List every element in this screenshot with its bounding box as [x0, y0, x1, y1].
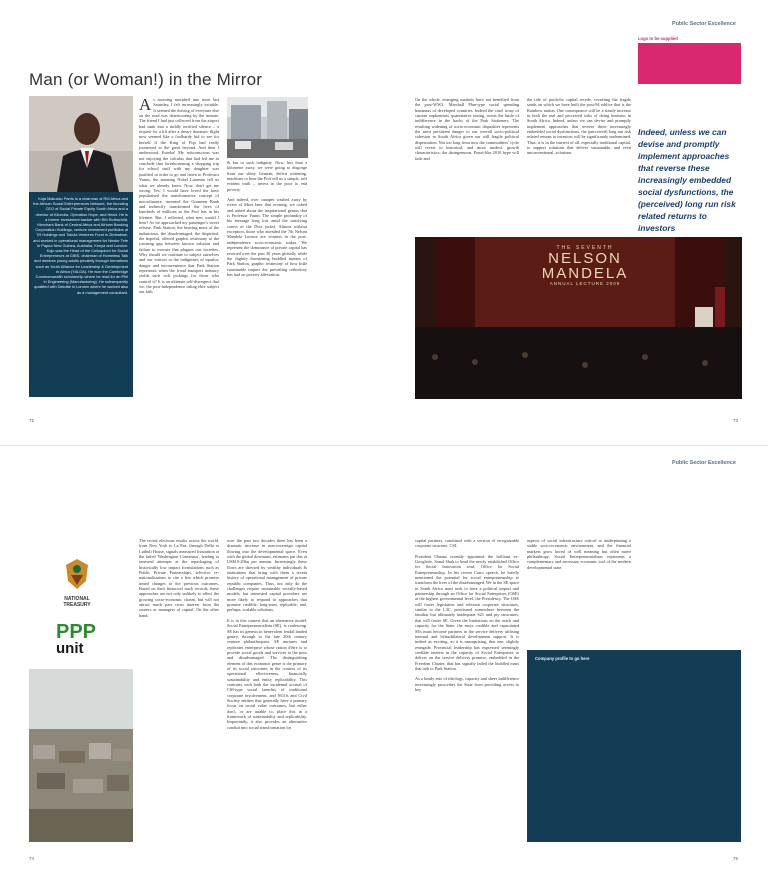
- paragraph: the tide of portfolio capital recede, revealing the fragile sands on which we have built the post-94 edifice that is the Rainbow nation. One consequence will be a steady increase in both the real and perceived risks of doing business in South Africa. Indeed, unless we can devise and promptly implement approaches that reverse these increasingly embedded social dysfunctions, the (perceived) long run risk related returns to investors will be significantly undermined. Thus, it is in the interest of all, especially traditional capital, to support solutions that deliver sustainable, and even unconventional, solutions.: [527, 97, 631, 156]
- pull-quote: Indeed, unless we can devise and promptly implement approaches that reverse these increasingly embedded social dysfunctions, the (perceived) long run risk related returns to investors: [638, 127, 736, 233]
- article-column-4: [527, 538, 631, 575]
- page-number-right: 75: [733, 856, 739, 861]
- park-station-photo: [227, 97, 308, 158]
- article-title: Man (or Woman!) in the Mirror: [29, 70, 263, 89]
- article-column-1: [139, 97, 219, 300]
- stage-sign: [525, 245, 645, 286]
- stage-sign-line: NELSON: [548, 250, 622, 267]
- section-header: Public Sector Excellence: [672, 21, 736, 27]
- paragraph: On the whole, emerging markets have not benefited from the post-WW2, Marshall Plan-type social spending bonanzas of developed countries. Indeed the cruel irony of current euphemism, quantitative easing, twists the knife of indifference in the backs of the Park Stationers. The resulting widening of socio-economic disparities represents the most persistent danger to our overall socio-political cohesion in South Africa given our still fragile political dispensation. Not too long from now the commodities' cycle will revert to historical, and more modest, growth characteristics; the disingenuous, Ponzi-like 2010 hype will fade and: [415, 97, 519, 161]
- paragraph: The recent elections results across the world, from New York to La Paz, through Delhi to Luthuli House, signals measured frustration at the failed 'Washington Consensus', leading to renewed attempts at the repackaging of historically low impact formulations such as Public Private Partnerships, selective re-nationalisations to cite a few which promise timed changes to the previous outcomes. Based on their historical track records, these approaches are not only unlikely to affect the growing socio-economic chasm, but will not attract much past cross interest from the owners or managers of capital. On the other hand,: [139, 538, 219, 618]
- coat-of-arms-icon: [62, 557, 92, 591]
- company-profile-label: Company profile to go here: [535, 656, 590, 661]
- paragraph: President Obama recently appointed the brilliant ex-Googlette, Sonal Shah to head the newly established Office for Social Innovation read, Office for Social Entrepreneurship. In his recent Cairo speech, he briefly mentioned the potential for social entrepreneurship to transform the lives of the disadvantaged. We in the SE space in South Africa must seek to have a political impact and partnership through an Office for Social Enterprises (OSE) at the highest governmental level, the Presidency. The OSE will foster legislation and relevant corporate structures, similar to the L3C, positioned somewhere between the familiar but ultimately inadequate S21 and pty structures, that will foster SE. Given the limitations on the reach and capacity for the State, the more credible and capacitated SEs must become partners in the service delivery utilising internal and bi/multilateral development support. It is indeed as exciting, as it is unsurprising, that one, slightly renegade, Provincial leadership has expressed seemingly credible interest in the capacity of Social Enterprises to deliver on the service delivery promise, embedded in the Freedom Charter, that has signally failed the huddled mass that trek to Park Station.: [415, 553, 519, 671]
- portrait-image: [29, 96, 133, 192]
- stage-sign-line: MANDELA: [541, 265, 629, 282]
- company-profile-box: [527, 650, 741, 842]
- treasury-label: [56, 596, 98, 608]
- paragraph: over the past two decades there has been a dramatic increase in non-sovereign capital flowing into the developmental space. Even with the global downturn, estimates put this at US$10-20bn per annum. Increasingly these flows are directed by wealthy individuals & institutions that bring with them a recent history of operational management of private republic companies. Thus, not only do the challenges require sustainable socially-based models, but interested capital providers are more likely to respond to approaches that promise credible, long-term, replicable, and, perhaps, scalable solutions.: [227, 538, 307, 613]
- spread-divider: [0, 445, 768, 446]
- article-column-3: [415, 538, 519, 697]
- paragraph: aspects of social infrastructure critical to underpinning a stable socio-economic environment, and the financial markets grow bored of well meaning but often naive philanthropy, Social Entrepreneurialism represents a complementary and necessary economic tool of the modern developmental state.: [527, 538, 631, 570]
- treasury-label-line: TREASURY: [63, 602, 91, 608]
- ppp-unit-logo: [56, 622, 106, 662]
- article-column-2: [227, 538, 307, 735]
- article-column-4: [527, 97, 631, 161]
- township-image: [29, 669, 133, 842]
- ad-placeholder-box: [638, 43, 741, 84]
- paragraph: As a heady mix of ideology, capacity and sheer indifference increasingly proscribes the State from providing access to key: [415, 676, 519, 692]
- drop-cap: A: [139, 95, 152, 114]
- page-number-left: 72: [29, 418, 35, 423]
- page-number-left: 74: [29, 856, 35, 861]
- mandela-lecture-photo: [415, 237, 742, 399]
- national-treasury-logo: [56, 557, 98, 615]
- author-portrait: [29, 96, 133, 192]
- paragraph: And indeed, over canapés washed away by rivers of Moet later that evening, we oohed and aahed about the inspirational genius that is Professor Yunus. The simple profundity of his message long lost amid the satisfying caress of the Dior jacket. Almost without exception, those who attended the 7th Nelson Mandela Lecture are winners in the post-independence socio-economic stakes. We represent the dominance of private capital has resorted over the past 30 years globally while the slightly threatening huddled masses of Park Station, graphic testimony of how little sustainable impact the prevailing orthodoxy has had on poverty alleviation.: [227, 197, 307, 277]
- article-column-1: [139, 538, 219, 623]
- paragraph: capital partners, combined with a version of recognizable corporate structure, CSI.: [415, 538, 519, 549]
- ad-placeholder-label: Logo to be supplied: [638, 36, 678, 41]
- section-header: Public Sector Excellence: [672, 460, 736, 466]
- street-scene-image: [227, 97, 308, 158]
- ppp-logo-mark: PPP: [56, 621, 97, 643]
- page-number-right: 73: [733, 418, 739, 423]
- paragraph: It is in this context that an alternative model, Social Entrepreneurialism (SE), is coalescing. SE has its genesis in benevolent feudal landed gentry, through to the late 20th century venture philanthropists. SE nurtures and replicates enterprise whose raison d'être is to provide social goods and services to the poor and disadvantaged. The distinguishing element of this economic genre is the primacy of its social outcomes in the context of its operational effectiveness, financially sustainability and entity replicability. This contrasts with both the incidental accrual of CSI-type social benefits of traditional corporate involvement, and NGOs and Civil Society entities that generally have a primary focus on social value outcomes, but either don't, or are unable to, place this in a framework of sustainability and replicability. Importantly, it also provides an alternative conduit into social transformation for: [227, 617, 307, 730]
- paragraph: & kin to such indignity. Now, less than a kilometre away, we were going to disgorge from our shiny German, deficit widening, machines to hear the Prof tell us a simple, self evident truth – invest in the poor to end poverty.: [227, 160, 307, 192]
- article-column-2: [227, 160, 307, 282]
- ppp-logo-text: unit: [56, 640, 84, 657]
- author-bio-caption: Koja Makusko Parris is a chairman of RM Africa and the African Social Entrepreneurs Network, the founding CEO of Social Private Equity South Africa and a director of Kilumba, Operation Hope, and Heart. He is a former investment banker with RM Rothschild, Merchant Bank of Central Africa and African Banking Corporation Holdings, venture investment portfolios at TH Holdings and Tokula Ventures Fund in Zimbabwe, and worked in operational management for Nestor Tete in Papua New Guinea, Australia, Kenya and London. Kojo was the Head of the Colloquium for Social Entrepreneurs at GIBS, chairman of Homeless Talk and mentors young adults privately through formations such as Youth Alliance for Leadership & Development in Africa (YALDA). He won the Cambridge Commonwealth scholarship where he read for an Phil in Engineering (Manufacturing). He subsequently qualified with Deloitte in London where he worked also as a management consultant.: [29, 192, 133, 397]
- township-photo: [29, 669, 133, 842]
- stage-sign-line: THE SEVENTH: [556, 245, 614, 251]
- treasury-label-line: NATIONAL: [64, 596, 90, 602]
- article-column-3: [415, 97, 519, 166]
- paragraph: s morning morphed into noon last Saturday, I felt increasingly irritable. It seemed the driving of everyone else on the road was deteriorating by the minute. The friend I had just collected from the airport had sunk into a mildly terrified silence – a request for a lift after a dreary domestic flight now seemed like a foolhardy bid to see for herself if the King of Pop had really journeyed to the great beyond. And then I understood, Eureka! My subconscious was not enjoying the calculus that had led me to conclude that foreshortening a shopping trip for school stuff with my daughter was justified in order to go and listen to Professor Yunus, the amazing Nobel Laureate tell us what we already know. Now, don't get me wrong. Yes, I would have loved the have popularised the transformative concept of microfinance, invented the Grameen Bank and indirectly transformed the lives of hundreds of millions as the Prof has in his lifetime. But, I reflected, what new would I hear? As we approached my passenger's sweet release, Park Station, the heaving mass of the industrious, the disadvantaged, the dispirited, the hopeful, offered graphic testimony to the yawning gap between known solution and failure to execute that plagues our societies. Why should we continue to subject ourselves and our visitors to the indignities of squalor, danger and inconvenience that Park Station represents when the (road transport industry yields such rich pickings for those who control it? It is an ultimate self-disrespect that we, the post-independence ruling elite subject our kith: [139, 97, 219, 295]
- stage-sign-line: ANNUAL LECTURE 2009: [549, 281, 621, 286]
